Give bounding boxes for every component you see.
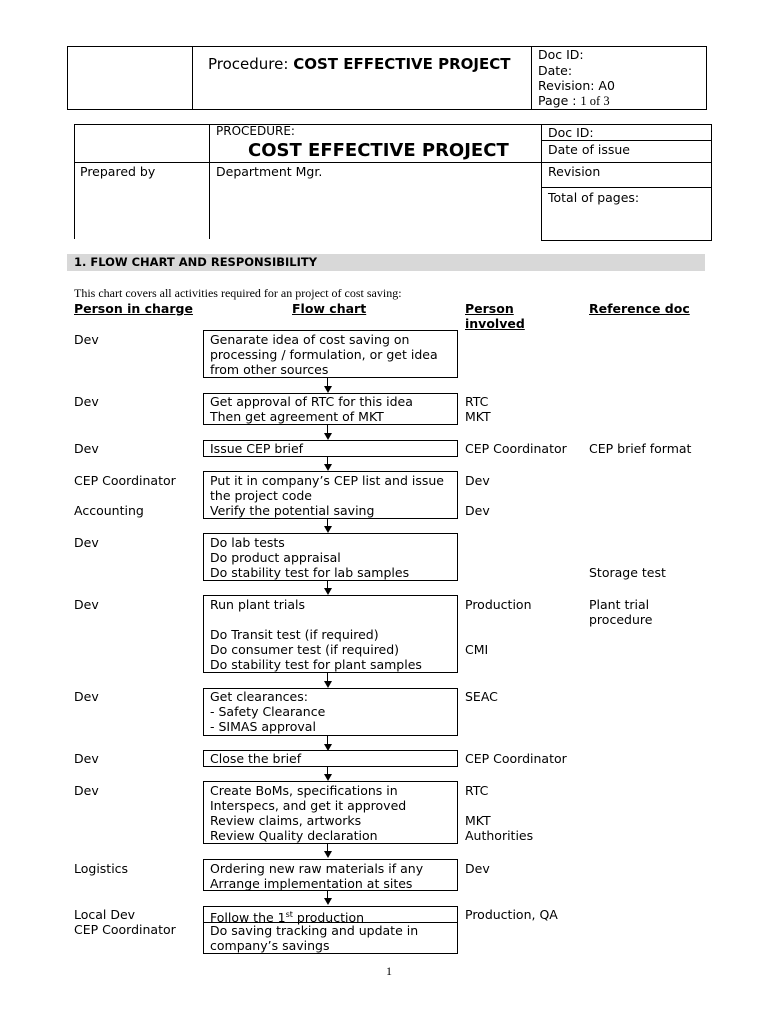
flow-text: company’s savings: [210, 938, 330, 953]
flow-text: Review claims, artworks: [210, 813, 362, 828]
flow-text: Do saving tracking and update in: [210, 923, 419, 938]
doc-id-label-2: Doc ID:: [548, 125, 594, 140]
row-charge: Dev: [74, 689, 99, 704]
section-title: 1. FLOW CHART AND RESPONSIBILITY: [74, 255, 318, 269]
row-charge: Dev: [74, 751, 99, 766]
row-charge: Accounting: [74, 503, 144, 518]
col-person-in-charge: Person in charge: [74, 301, 193, 316]
flow-text: Run plant trials: [210, 597, 305, 612]
doc-id-label: Doc ID:: [538, 47, 584, 62]
row-involved: Dev: [465, 503, 490, 518]
flow-text: Do Transit test (if required): [210, 627, 379, 642]
flow-text: Interspecs, and get it approved: [210, 798, 407, 813]
flow-text: Ordering new raw materials if any: [210, 861, 424, 876]
procedure-heading: Procedure: COST EFFECTIVE PROJECT: [208, 55, 511, 73]
flow-text: Follow the 1st production: [210, 910, 365, 926]
flow-text: Do lab tests: [210, 535, 285, 550]
revision-label: Revision: A0: [538, 78, 615, 93]
flow-text: from other sources: [210, 362, 329, 377]
flow-text: Do stability test for plant samples: [210, 657, 422, 672]
flow-text: Review Quality declaration: [210, 828, 378, 843]
procedure-label: PROCEDURE:: [216, 124, 295, 138]
procedure-title-large: COST EFFECTIVE PROJECT: [248, 140, 509, 161]
total-pages-label: Total of pages:: [548, 190, 640, 205]
flow-text: Do product appraisal: [210, 550, 341, 565]
row-involved: RTC: [465, 394, 489, 409]
flow-text: Create BoMs, specifications in: [210, 783, 398, 798]
row-charge: Dev: [74, 783, 99, 798]
row-involved: CMI: [465, 642, 489, 657]
page-value: 1 of 3: [580, 94, 610, 108]
prepared-by-value: Department Mgr.: [216, 164, 323, 179]
flow-text: Do consumer test (if required): [210, 642, 400, 657]
row-charge: Dev: [74, 441, 99, 456]
row-involved: CEP Coordinator: [465, 751, 567, 766]
flow-text: Verify the potential saving: [210, 503, 375, 518]
superscript: st: [285, 910, 293, 919]
col-person-involved-2: involved: [465, 316, 525, 331]
flow-text: - SIMAS approval: [210, 719, 316, 734]
row-charge: Local Dev: [74, 907, 136, 922]
flow-text: Close the brief: [210, 751, 302, 766]
row-involved: SEAC: [465, 689, 498, 704]
page-label: Page : 1 of 3: [538, 93, 610, 108]
row-charge: Dev: [74, 332, 99, 347]
section-intro: This chart covers all activities required for an project of cost saving:: [74, 286, 402, 300]
flow-text: Do stability test for lab samples: [210, 565, 410, 580]
row-charge: Dev: [74, 394, 99, 409]
col-person-involved-1: Person: [465, 301, 514, 316]
revision-label-2: Revision: [548, 164, 601, 179]
flow-text: Get approval of RTC for this idea: [210, 394, 413, 409]
date-label: Date:: [538, 63, 573, 78]
page-number: 1: [386, 964, 392, 978]
row-reference: Storage test: [589, 565, 666, 580]
row-charge: CEP Coordinator: [74, 473, 176, 488]
col-reference-doc: Reference doc: [589, 301, 690, 316]
flow-text: the project code: [210, 488, 312, 503]
flow-text: processing / formulation, or get idea: [210, 347, 438, 362]
row-charge: Dev: [74, 535, 99, 550]
row-charge: CEP Coordinator: [74, 922, 176, 937]
flow-text: Genarate idea of cost saving on: [210, 332, 410, 347]
row-involved: Dev: [465, 861, 490, 876]
prepared-by-label: Prepared by: [80, 164, 156, 179]
flow-text: Get clearances:: [210, 689, 308, 704]
flow-text: Arrange implementation at sites: [210, 876, 413, 891]
date-of-issue-label: Date of issue: [548, 142, 630, 157]
row-involved: MKT: [465, 813, 491, 828]
row-reference: procedure: [589, 612, 653, 627]
flow-text: Then get agreement of MKT: [210, 409, 384, 424]
procedure-title: COST EFFECTIVE PROJECT: [293, 55, 511, 73]
flow-text: - Safety Clearance: [210, 704, 326, 719]
row-involved: Authorities: [465, 828, 534, 843]
col-flow-chart: Flow chart: [292, 301, 367, 316]
row-involved: Production: [465, 597, 532, 612]
row-reference: Plant trial: [589, 597, 650, 612]
row-charge: Dev: [74, 597, 99, 612]
flow-text: Put it in company’s CEP list and issue: [210, 473, 444, 488]
flow-text: Issue CEP brief: [210, 441, 304, 456]
row-involved: Dev: [465, 473, 490, 488]
row-involved: Production, QA: [465, 907, 558, 922]
row-involved: RTC: [465, 783, 489, 798]
row-involved: MKT: [465, 409, 491, 424]
row-involved: CEP Coordinator: [465, 441, 567, 456]
row-reference: CEP brief format: [589, 441, 692, 456]
row-charge: Logistics: [74, 861, 129, 876]
